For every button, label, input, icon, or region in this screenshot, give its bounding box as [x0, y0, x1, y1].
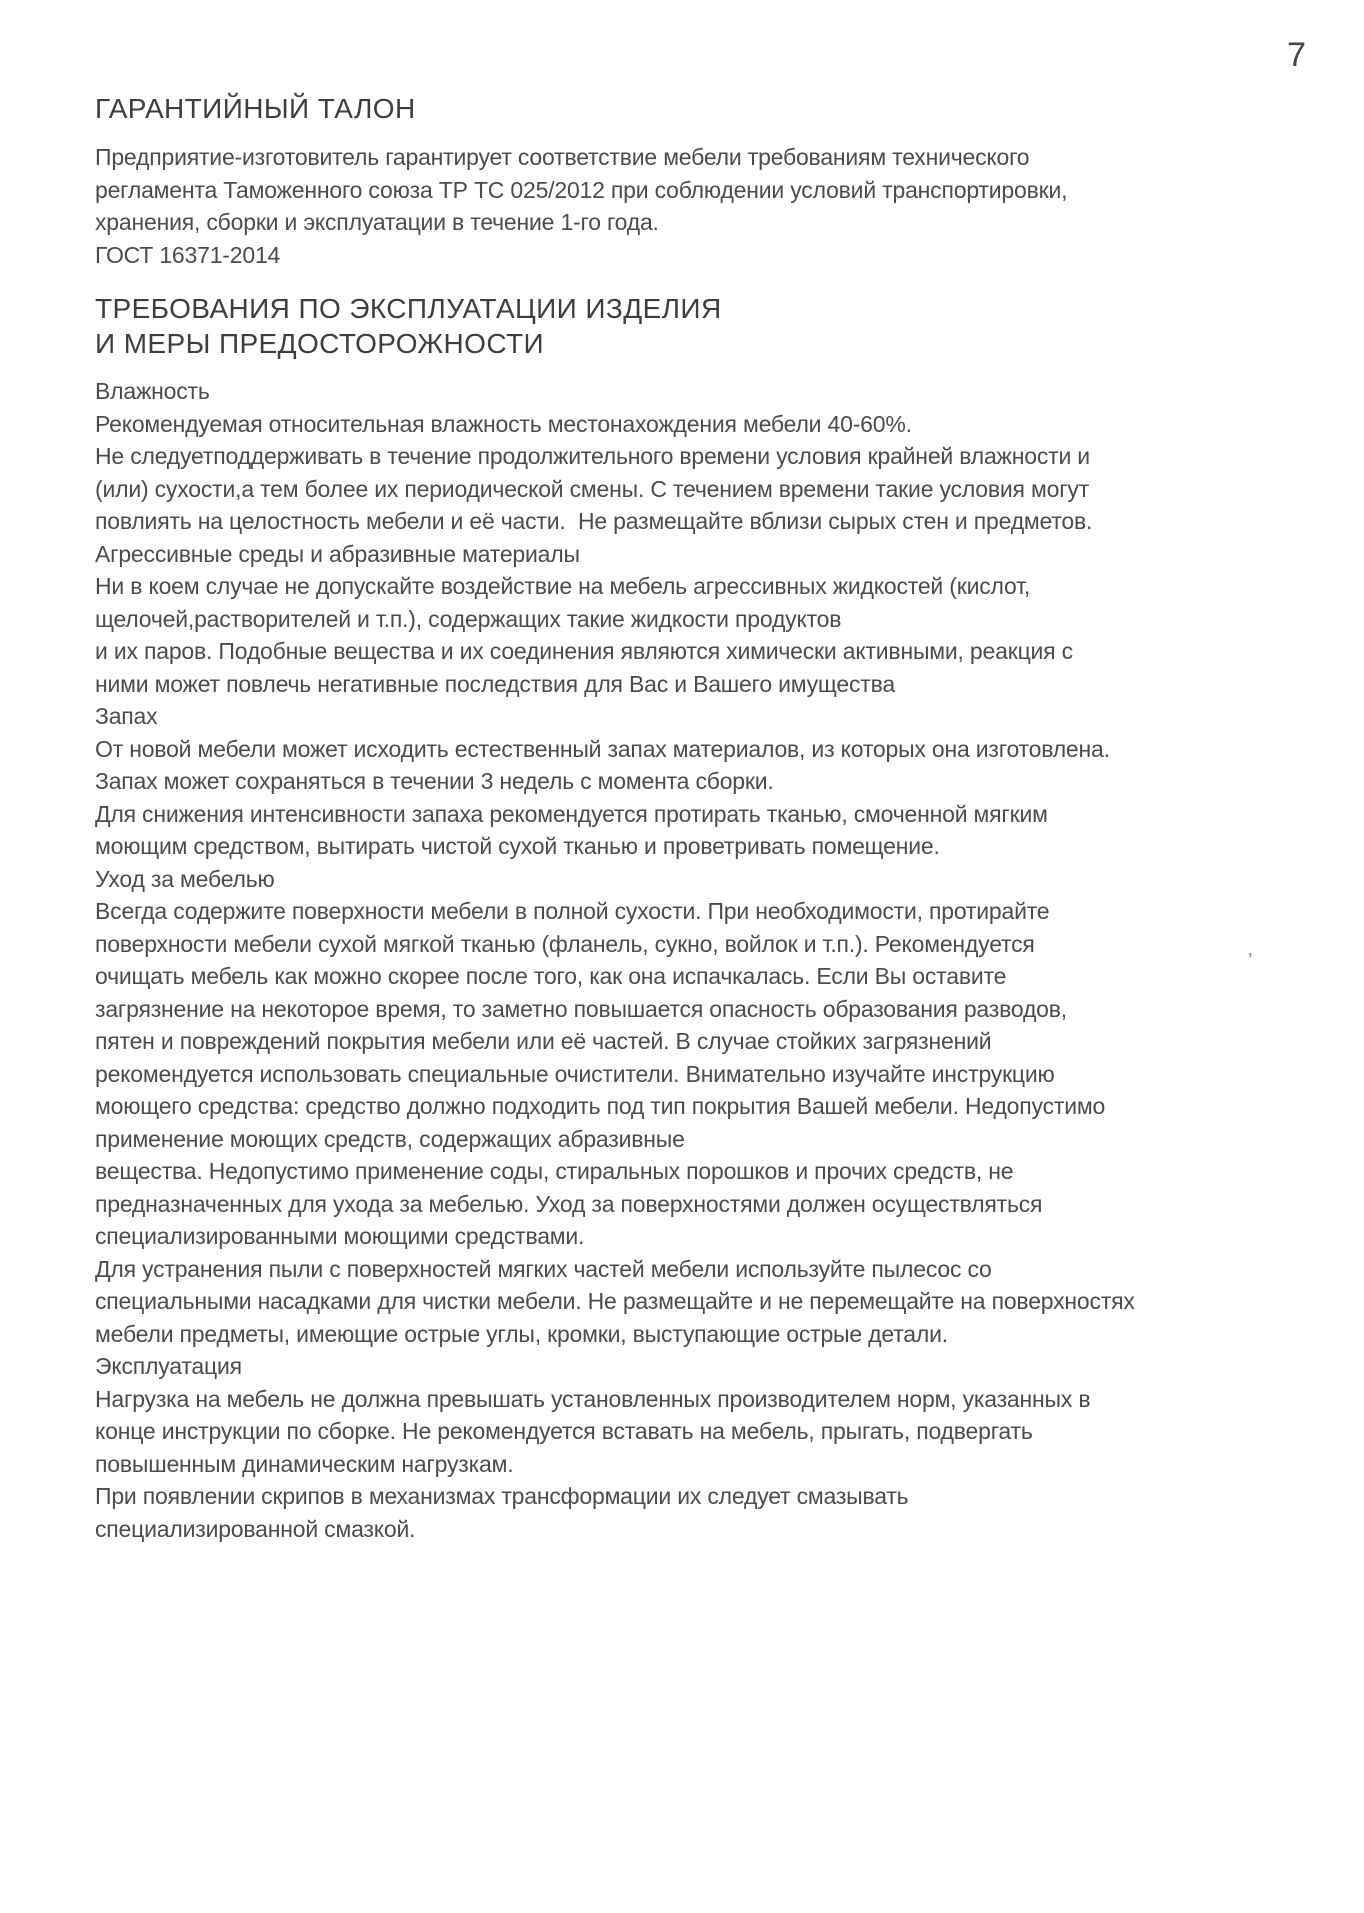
page-content — [95, 0, 1344, 1545]
section-text-line: повышенным динамическим нагрузкам. — [95, 1450, 514, 1477]
section-text-line: пятен и повреждений покрытия мебели или её частей. В случае стойких загрязнений — [95, 1028, 992, 1054]
section-text-line: специальными насадками для чистки мебели. Не размещайте и не перемещайте на поверхностях — [95, 1288, 1135, 1314]
section-text-line: От новой мебели может исходить естественный запах материалов, из которых она изготовлена. — [95, 735, 1110, 762]
section-text-line: Всегда содержите поверхности мебели в полной сухости. При необходимости, протирайте — [95, 898, 1050, 924]
section-text-line: вещества. Недопустимо применение соды, стиральных порошков и прочих средств, не — [95, 1158, 1014, 1184]
section-subheading: Уход за мебелью — [95, 865, 275, 892]
section-text-line: и их паров. Подобные вещества и их соединения являются химически активными, реакция с — [95, 638, 1073, 664]
warranty-line: регламента Таможенного союза ТР ТС 025/2012 при соблюдении условий транспортировки, — [95, 176, 1068, 203]
section-text-line: конце инструкции по сборке. Не рекомендуется вставать на мебель, прыгать, подвергать — [95, 1418, 1033, 1444]
section-text-line: щелочей,растворителей и т.п.), содержащих такие жидкости продуктов — [95, 605, 842, 632]
page-number: 7 — [1287, 36, 1306, 74]
section-text-line: Ни в коем случае не допускайте воздействие на мебель агрессивных жидкостей (кислот, — [95, 573, 1031, 599]
section-text-line: Не следуетподдерживать в течение продолжительного времени условия крайней влажности и — [95, 443, 1090, 469]
care-instructions — [95, 375, 1344, 1545]
section-subheading: Запах — [95, 703, 158, 729]
section-text-line: моющего средства: средство должно подходить под тип покрытия Вашей мебели. Недопустимо — [95, 1093, 1106, 1119]
section-text-line: При появлении скрипов в механизмах трансформации их следует смазывать — [95, 1483, 909, 1509]
warranty-title: ГАРАНТИЙНЫЙ ТАЛОН — [95, 93, 416, 124]
section-text-line: предназначенных для ухода за мебелью. Уход за поверхностями должен осуществляться — [95, 1190, 1043, 1217]
requirements-title — [95, 291, 1344, 361]
section-text-line: Запах может сохраняться в течении 3 недель с момента сборки. — [95, 768, 774, 794]
section-text-line: применение моющих средств, содержащих абразивные — [95, 1125, 685, 1152]
section-text-line: (или) сухости,а тем более их периодической смены. С течением времени такие условия могут — [95, 475, 1090, 502]
section-text-line: ними может повлечь негативные последствия для Вас и Вашего имущества — [95, 670, 895, 697]
section-text-line: повлиять на целостность мебели и её части. Не размещайте вблизи сырых стен и предметов. — [95, 508, 1093, 534]
warranty-line: хранения, сборки и эксплуатации в течение 1-го года. — [95, 209, 659, 235]
warranty-line: Предприятие-изготовитель гарантирует соответствие мебели требованиям технического — [95, 144, 1030, 170]
section-text-line: специализированной смазкой. — [95, 1515, 416, 1542]
section-text-line: моющим средством, вытирать чистой сухой тканью и проветривать помещение. — [95, 833, 940, 859]
requirements-title-line: ТРЕБОВАНИЯ ПО ЭКСПЛУАТАЦИИ ИЗДЕЛИЯ — [95, 293, 722, 324]
section-text-line: мебели предметы, имеющие острые углы, кромки, выступающие острые детали. — [95, 1320, 948, 1347]
section-subheading: Эксплуатация — [95, 1353, 242, 1379]
section-text-line: Нагрузка на мебель не должна превышать установленных производителем норм, указанных в — [95, 1385, 1091, 1412]
stray-mark: ’ — [1248, 950, 1253, 972]
warranty-paragraph — [95, 141, 1344, 271]
section-text-line: Рекомендуемая относительная влажность местонахождения мебели 40-60%. — [95, 410, 912, 437]
section-text-line: Для снижения интенсивности запаха рекомендуется протирать тканью, смоченной мягким — [95, 800, 1048, 827]
requirements-title-line: И МЕРЫ ПРЕДОСТОРОЖНОСТИ — [95, 328, 545, 359]
section-text-line: загрязнение на некоторое время, то заметно повышается опасность образования разводов, — [95, 995, 1067, 1022]
section-subheading: Влажность — [95, 378, 210, 404]
section-subheading: Агрессивные среды и абразивные материалы — [95, 540, 580, 567]
warranty-line: ГОСТ 16371-2014 — [95, 241, 281, 268]
section-text-line: Для устранения пыли с поверхностей мягких частей мебели используйте пылесос со — [95, 1255, 992, 1282]
section-text-line: поверхности мебели сухой мягкой тканью (фланель, сукно, войлок и т.п.). Рекомендуется — [95, 930, 1035, 957]
section-text-line: очищать мебель как можно скорее после того, как она испачкалась. Если Вы оставите — [95, 963, 1007, 989]
section-text-line: рекомендуется использовать специальные очистители. Внимательно изучайте инструкцию — [95, 1060, 1055, 1087]
section-text-line: специализированными моющими средствами. — [95, 1223, 585, 1249]
